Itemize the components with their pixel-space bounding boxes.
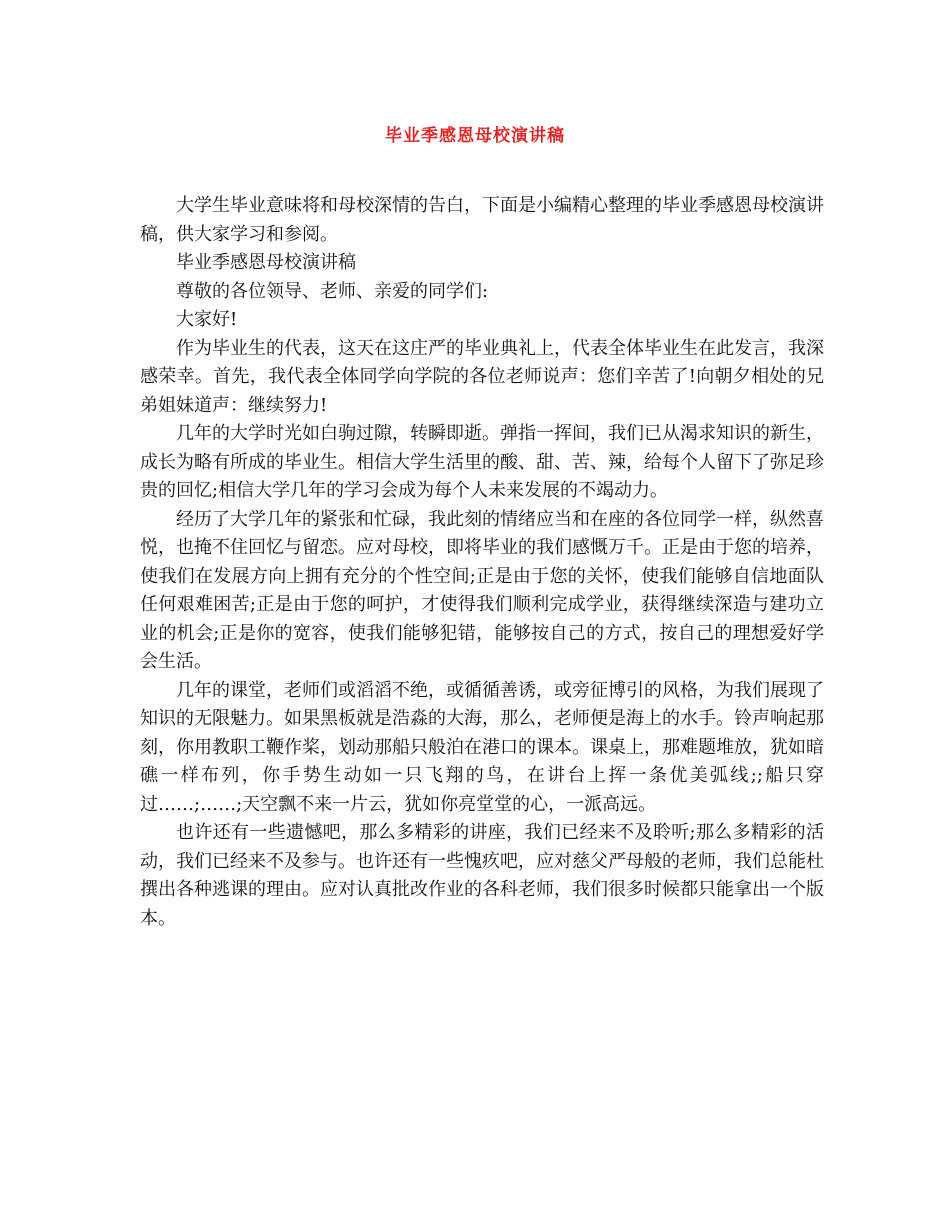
paragraph-salutation: 尊敬的各位领导、老师、亲爱的同学们: (176, 280, 489, 302)
paragraph-body: 几年的课堂，老师们或滔滔不绝，或循循善诱，或旁征博引的风格，为我们展现了知识的无限魅力。如果黑板就是浩淼的大海，那么，老师便是海上的水手。铃声响起那刻，你用教职工鞭作桨，划动那船只般泊在港口的课本。课桌上，那难题堆放，犹如暗礁一样布列，你手势生动如一只飞翔的鸟，在讲台上挥一条优美弧线;;船只穿过……;……;天空飘不来一片云，犹如你亮堂堂的心，一派高远。 (140, 679, 824, 815)
paragraph-body: 也许还有一些遗憾吧，那么多精彩的讲座，我们已经来不及聆听;那么多精彩的活动，我们已经来不及参与。也许还有一些愧疚吧，应对慈父严母般的老师，我们总能杜撰出各种逃课的理由。应对认真批改作业的各科老师，我们很多时候都只能拿出一个版本。 (140, 822, 824, 929)
paragraph-body: 作为毕业生的代表，这天在这庄严的毕业典礼上，代表全体毕业生在此发言，我深感荣幸。首先，我代表全体同学向学院的各位老师说声：您们辛苦了!向朝夕相处的兄弟姐妹道声：继续努力! (140, 337, 824, 416)
paragraph-intro: 大学生毕业意味将和母校深情的告白，下面是小编精心整理的毕业季感恩母校演讲稿，供大家学习和参阅。 (140, 195, 824, 245)
paragraph-body: 经历了大学几年的紧张和忙碌，我此刻的情绪应当和在座的各位同学一样，纵然喜悦，也掩不住回忆与留恋。应对母校，即将毕业的我们感慨万千。正是由于您的培养，使我们在发展方向上拥有充分的个性空间;正是由于您的关怀，使我们能够自信地面队任何艰难困苦;正是由于您的呵护，才使得我们顺利完成学业，获得继续深造与建功立业的机会;正是你的宽容，使我们能够犯错，能够按自己的方式，按自己的理想爱好学会生活。 (140, 508, 824, 672)
paragraph-body: 几年的大学时光如白驹过隙，转瞬即逝。弹指一挥间，我们已从渴求知识的新生，成长为略有所成的毕业生。相信大学生活里的酸、甜、苦、辣，给每个人留下了弥足珍贵的回忆;相信大学几年的学习会成为每个人未来发展的不竭动力。 (140, 423, 824, 501)
paragraph-subtitle: 毕业季感恩母校演讲稿 (176, 252, 356, 273)
document-title: 毕业季感恩母校演讲稿 (385, 126, 565, 146)
document-body (140, 192, 824, 933)
paragraph-greeting: 大家好! (176, 309, 238, 330)
